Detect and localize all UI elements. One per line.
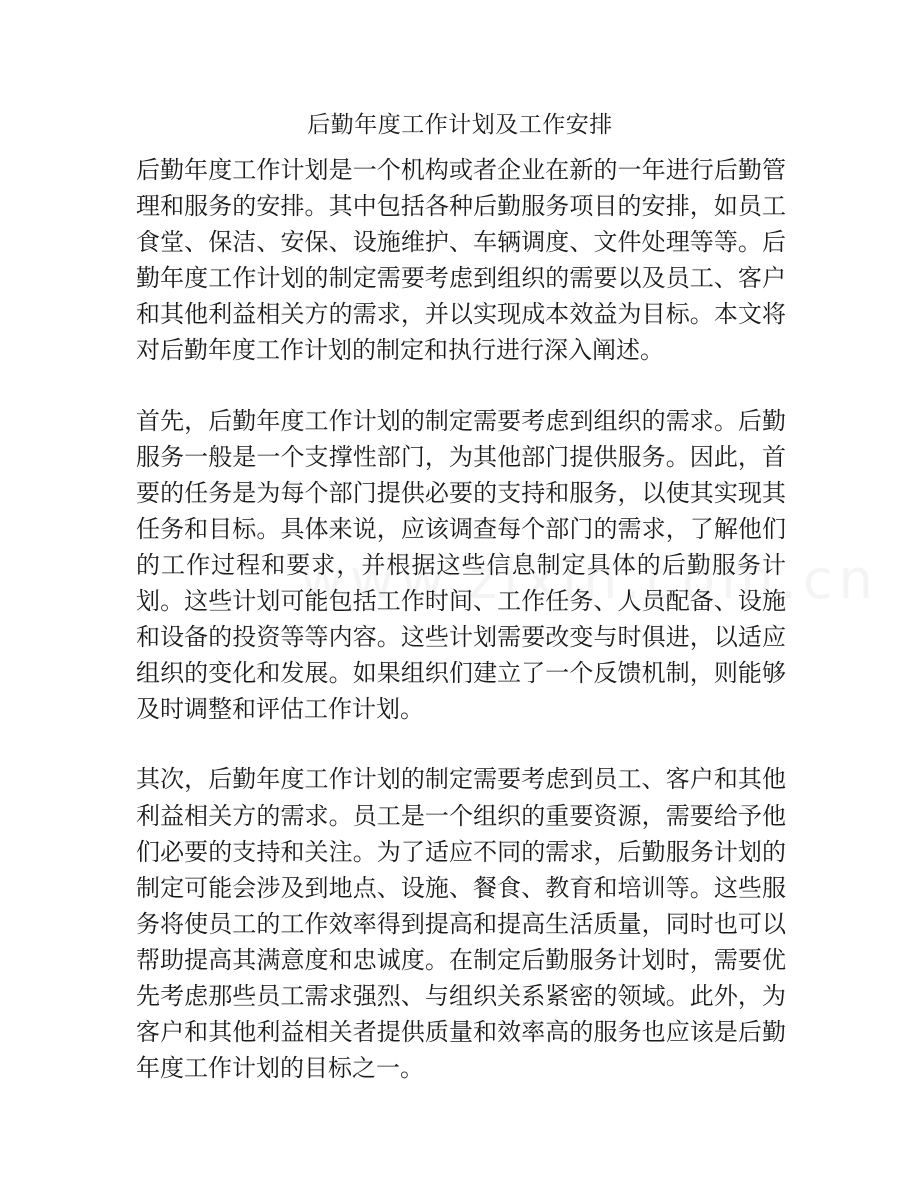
paragraph-intro: 后勤年度工作计划是一个机构或者企业在新的一年进行后勤管理和服务的安排。其中包括各种后勤服务项目的安排，如员工食堂、保洁、安保、设施维护、车辆调度、文件处理等等。后勤年度工作计划的制定需要考虑到组织的需要以及员工、客户和其他利益相关方的需求，并以实现成本效益为目标。本文将对后勤年度工作计划的制定和执行进行深入阐述。 — [136, 156, 786, 365]
paragraph-second: 其次，后勤年度工作计划的制定需要考虑到员工、客户和其他利益相关方的需求。员工是一个组织的重要资源，需要给予他们必要的支持和关注。为了适应不同的需求，后勤服务计划的制定可能会涉及到地点、设施、餐食、教育和培训等。这些服务将使员工的工作效率得到提高和提高生活质量，同时也可以帮助提高其满意度和忠诚度。在制定后勤服务计划时，需要优先考虑那些员工需求强烈、与组织关系紧密的领域。此外，为客户和其他利益相关者提供质量和效率高的服务也应该是后勤年度工作计划的目标之一。 — [136, 765, 786, 1083]
document-body — [136, 152, 786, 1086]
paragraph-first: 首先，后勤年度工作计划的制定需要考虑到组织的需求。后勤服务一般是一个支撑性部门，为其他部门提供服务。因此，首要的任务是为每个部门提供必要的支持和服务，以使其实现其任务和目标。具体来说，应该调查每个部门的需求，了解他们的工作过程和要求，并根据这些信息制定具体的后勤服务计划。这些计划可能包括工作时间、工作任务、人员配备、设施和设备的投资等等内容。这些计划需要改变与时俱进，以适应组织的变化和发展。如果组织们建立了一个反馈机制，则能够及时调整和评估工作计划。 — [136, 406, 786, 724]
document-title: 后勤年度工作计划及工作安排 — [307, 112, 613, 138]
